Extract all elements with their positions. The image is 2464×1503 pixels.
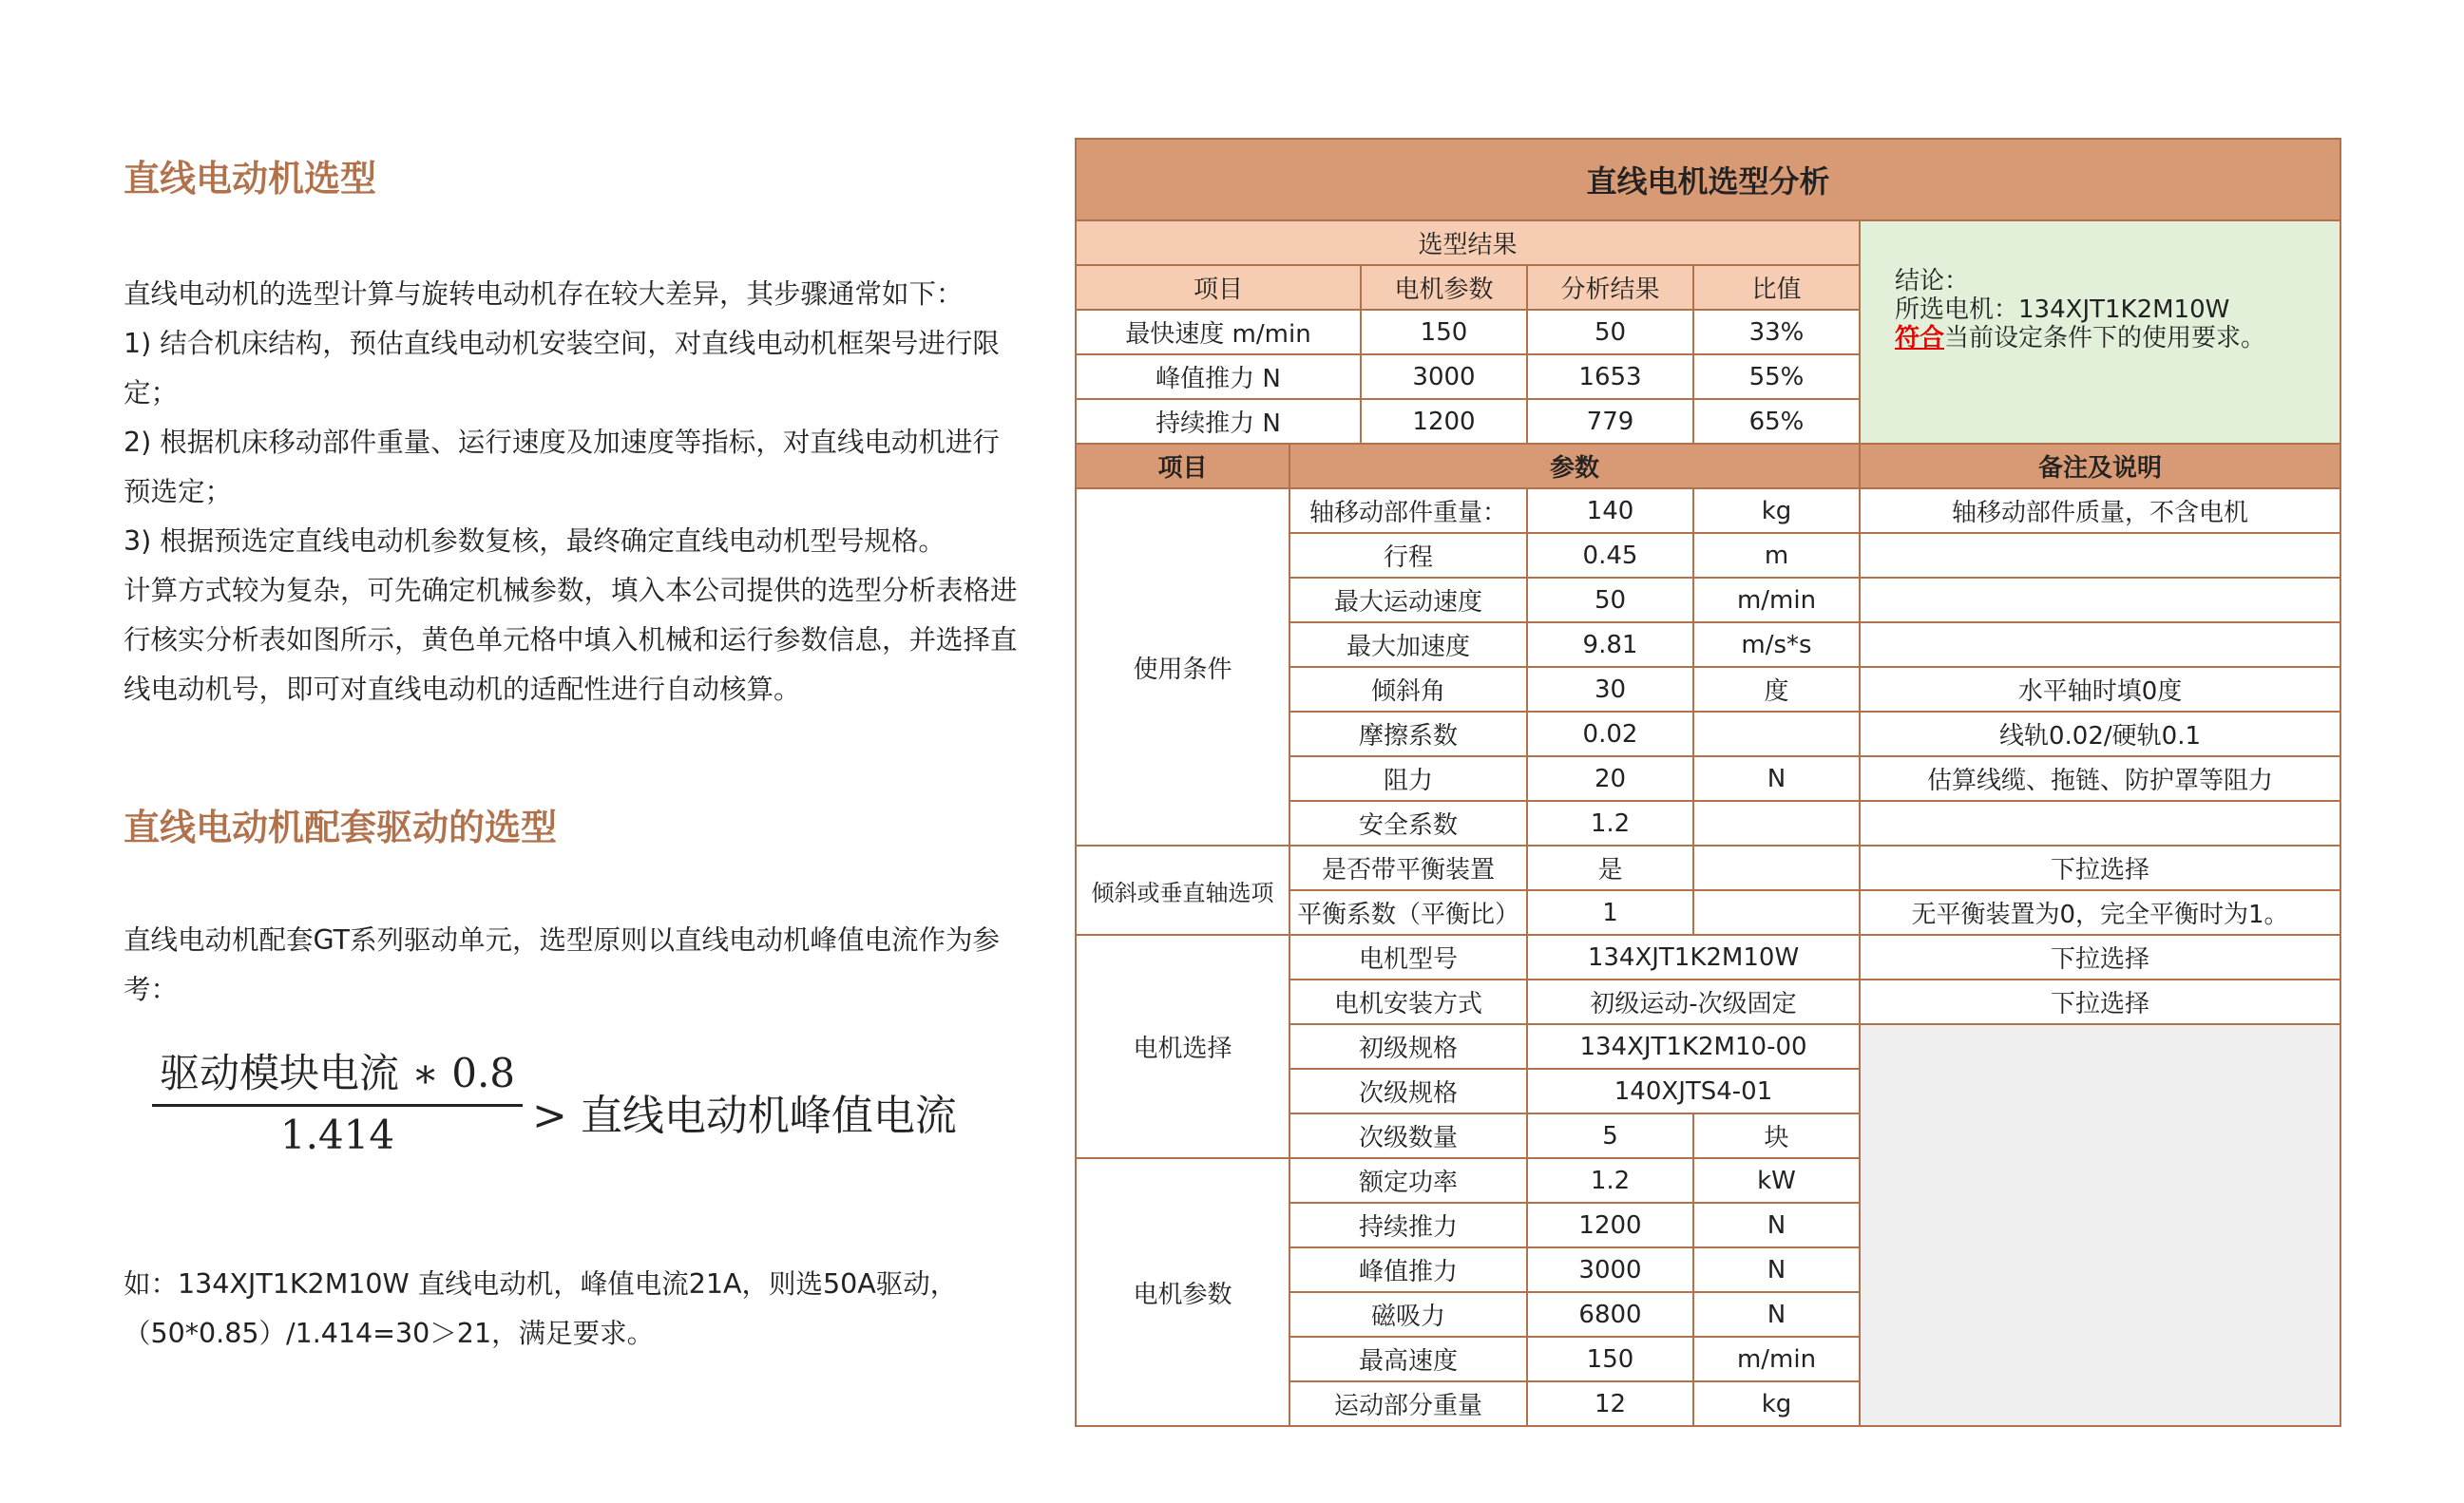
param-name: 次级数量: [1289, 1113, 1527, 1158]
param-unit: [1693, 846, 1860, 890]
param-value[interactable]: 0.02: [1527, 712, 1693, 756]
result-motor: 3000: [1361, 354, 1527, 399]
param-value[interactable]: 30: [1527, 667, 1693, 712]
param-note: 线轨0.02/硬轨0.1: [1860, 712, 2340, 756]
param-note: 水平轴时填0度: [1860, 667, 2340, 712]
param-unit: kg: [1693, 488, 1860, 533]
result-motor: 1200: [1361, 399, 1527, 444]
selection-analysis-table: [1075, 138, 2341, 1427]
section-title-drive-selection: 直线电动机配套驱动的选型: [124, 807, 558, 848]
conclusion-label: 结论：: [1895, 267, 1970, 295]
table-row: [1076, 935, 2340, 980]
param-note: [1860, 622, 2340, 667]
param-unit: [1693, 890, 1860, 935]
paragraph: 如：134XJT1K2M10W 直线电动机，峰值电流21A，则选50A驱动，: [124, 1268, 958, 1300]
param-name: 次级规格: [1289, 1069, 1527, 1113]
result-ratio: 33%: [1693, 310, 1860, 354]
param-name: 电机型号: [1289, 935, 1527, 980]
param-unit: [1693, 801, 1860, 846]
param-header-item: 项目: [1076, 444, 1289, 488]
result-label: 选型结果: [1076, 220, 1860, 265]
param-name: 平衡系数（平衡比）: [1289, 890, 1527, 935]
result-item: 最快速度 m/min: [1076, 310, 1361, 354]
result-analysis: 50: [1527, 310, 1693, 354]
param-value: 12: [1527, 1381, 1693, 1426]
result-analysis: 779: [1527, 399, 1693, 444]
paragraph: 1) 结合机床结构，预估直线电动机安装空间，对直线电动机框架号进行限定；: [124, 328, 1000, 409]
param-name: 倾斜角: [1289, 667, 1527, 712]
param-note: [1860, 578, 2340, 622]
fraction-bar: [152, 1104, 523, 1107]
param-unit: [1693, 712, 1860, 756]
param-value: 150: [1527, 1337, 1693, 1381]
param-header-notes: 备注及说明: [1860, 444, 2340, 488]
param-note: [1860, 533, 2340, 578]
param-value[interactable]: 9.81: [1527, 622, 1693, 667]
result-motor: 150: [1361, 310, 1527, 354]
param-unit: N: [1693, 756, 1860, 801]
motor-model-select[interactable]: 134XJT1K2M10W: [1527, 935, 1860, 980]
formula-rhs: > 直线电动机峰值电流: [532, 1092, 957, 1140]
param-header-param: 参数: [1289, 444, 1860, 488]
section-title-motor-selection: 直线电动机选型: [124, 158, 377, 200]
param-value[interactable]: 50: [1527, 578, 1693, 622]
gray-blank-area: [1860, 1024, 2340, 1426]
param-value[interactable]: 0.45: [1527, 533, 1693, 578]
group-motor-params: 电机参数: [1076, 1158, 1289, 1426]
result-ratio: 65%: [1693, 399, 1860, 444]
section1-body: [124, 270, 1026, 714]
conclusion-status: [1895, 324, 2305, 352]
param-name: 磁吸力: [1289, 1292, 1527, 1337]
param-value[interactable]: 140: [1527, 488, 1693, 533]
paragraph: 2) 根据机床移动部件重量、运行速度及加速度等指标，对直线电动机进行预选定；: [124, 427, 1000, 507]
param-unit: m: [1693, 533, 1860, 578]
param-unit: N: [1693, 1203, 1860, 1247]
param-value: 6800: [1527, 1292, 1693, 1337]
param-value: 140XJTS4-01: [1527, 1069, 1860, 1113]
param-name: 摩擦系数: [1289, 712, 1527, 756]
param-name: 阻力: [1289, 756, 1527, 801]
param-unit: 度: [1693, 667, 1860, 712]
formula-denominator: 1.414: [279, 1112, 395, 1158]
param-value[interactable]: 20: [1527, 756, 1693, 801]
param-note: 无平衡装置为0，完全平衡时为1。: [1860, 890, 2340, 935]
table-title: 直线电机选型分析: [1076, 139, 2340, 220]
param-name: 行程: [1289, 533, 1527, 578]
param-unit: 块: [1693, 1113, 1860, 1158]
param-note: 轴移动部件质量，不含电机: [1860, 488, 2340, 533]
param-name: 持续推力: [1289, 1203, 1527, 1247]
param-value: 5: [1527, 1113, 1693, 1158]
param-value[interactable]: 1.2: [1527, 801, 1693, 846]
param-note: 下拉选择: [1860, 935, 2340, 980]
formula-numerator: 驱动模块电流 ∗ 0.8: [159, 1050, 516, 1096]
section2-intro: 直线电动机配套GT系列驱动单元，选型原则以直线电动机峰值电流作为参考：: [124, 924, 1000, 1005]
param-name: 最大运动速度: [1289, 578, 1527, 622]
result-ratio: 55%: [1693, 354, 1860, 399]
param-name: 运动部分重量: [1289, 1381, 1527, 1426]
conclusion-rest: 当前设定条件下的使用要求。: [1944, 324, 2266, 352]
param-unit: N: [1693, 1292, 1860, 1337]
param-unit: m/min: [1693, 1337, 1860, 1381]
param-value: 1.2: [1527, 1158, 1693, 1203]
param-value: 1200: [1527, 1203, 1693, 1247]
section2-example: [124, 1260, 1026, 1359]
formula-fraction: [152, 1045, 523, 1160]
group-tilt: 倾斜或垂直轴选项: [1076, 846, 1289, 935]
param-note: [1860, 801, 2340, 846]
param-value: 3000: [1527, 1247, 1693, 1292]
param-name: 轴移动部件重量：: [1289, 488, 1527, 533]
col-header-item: 项目: [1076, 265, 1361, 310]
paragraph: 计算方式较为复杂，可先确定机械参数，填入本公司提供的选型分析表格进行核实分析表如图所示，黄色单元格中填入机械和运行参数信息，并选择直线电动机号，即可对直线电动机的适配性进行自动核算。: [124, 575, 1018, 705]
param-name: 最高速度: [1289, 1337, 1527, 1381]
group-motor-select: 电机选择: [1076, 935, 1289, 1158]
col-header-ratio: 比值: [1693, 265, 1860, 310]
mount-type-select[interactable]: 初级运动-次级固定: [1527, 980, 1860, 1024]
param-name: 安全系数: [1289, 801, 1527, 846]
result-analysis: 1653: [1527, 354, 1693, 399]
result-item: 峰值推力 N: [1076, 354, 1361, 399]
table-row: [1076, 846, 2340, 890]
ok-text: 符合: [1895, 324, 1945, 352]
param-note: 下拉选择: [1860, 980, 2340, 1024]
paragraph: 直线电动机的选型计算与旋转电动机存在较大差异，其步骤通常如下：: [124, 278, 964, 310]
paragraph: 3) 根据预选定直线电动机参数复核，最终确定直线电动机型号规格。: [124, 525, 945, 557]
param-unit: m/min: [1693, 578, 1860, 622]
param-name: 峰值推力: [1289, 1247, 1527, 1292]
param-note: 下拉选择: [1860, 846, 2340, 890]
group-usage: 使用条件: [1076, 488, 1289, 846]
param-note: 估算线缆、拖链、防护罩等阻力: [1860, 756, 2340, 801]
param-value: 134XJT1K2M10-00: [1527, 1024, 1860, 1069]
param-value[interactable]: 1: [1527, 890, 1693, 935]
param-name: 是否带平衡装置: [1289, 846, 1527, 890]
table-row: [1076, 488, 2340, 533]
conclusion-motor: 所选电机：134XJT1K2M10W: [1895, 295, 2230, 324]
param-unit: m/s*s: [1693, 622, 1860, 667]
result-item: 持续推力 N: [1076, 399, 1361, 444]
param-unit: kg: [1693, 1381, 1860, 1426]
param-name: 初级规格: [1289, 1024, 1527, 1069]
conclusion-cell: [1860, 220, 2340, 444]
param-name: 最大加速度: [1289, 622, 1527, 667]
paragraph: （50*0.85）/1.414=30＞21，满足要求。: [124, 1318, 655, 1349]
param-unit: N: [1693, 1247, 1860, 1292]
balance-select[interactable]: 是: [1527, 846, 1693, 890]
param-name: 电机安装方式: [1289, 980, 1527, 1024]
col-header-motor-param: 电机参数: [1361, 265, 1527, 310]
param-name: 额定功率: [1289, 1158, 1527, 1203]
param-unit: kW: [1693, 1158, 1860, 1203]
col-header-analysis: 分析结果: [1527, 265, 1693, 310]
